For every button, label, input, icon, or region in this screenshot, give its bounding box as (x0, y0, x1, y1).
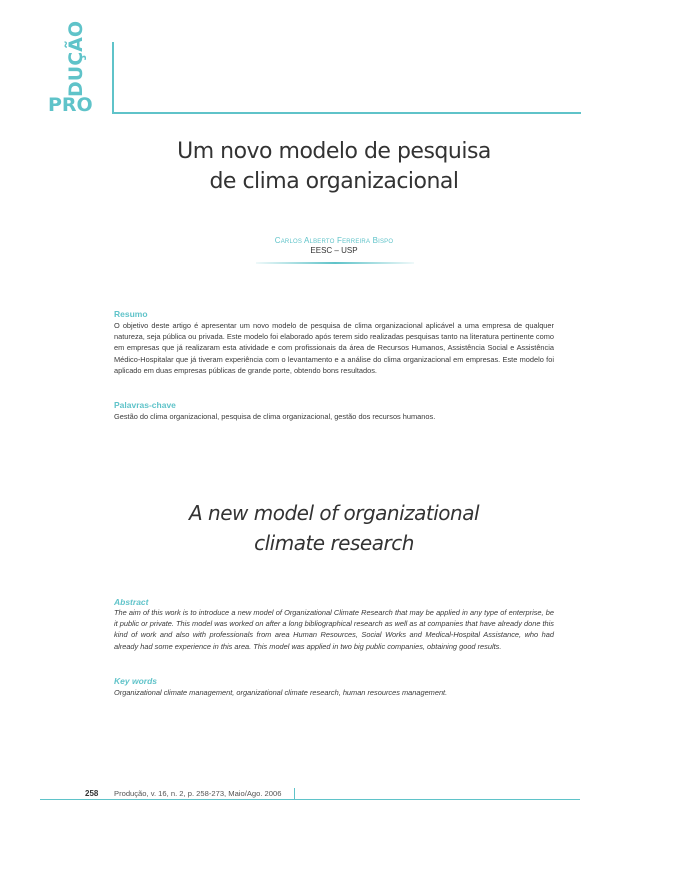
title-english-line1: A new model of organizational (188, 501, 480, 525)
title-portuguese (110, 137, 558, 197)
logo-pro-text: PRO (48, 94, 93, 116)
keywords-text: Organizational climate management, organizational climate research, human resources management. (114, 688, 448, 697)
author-name: Carlos Alberto Ferreira Bispo (274, 236, 394, 245)
palavras-chave-text: Gestão do clima organizacional, pesquisa de clima organizacional, gestão dos recursos humanos. (114, 412, 436, 421)
footer-horizontal-rule (40, 799, 580, 800)
abstract-text: The aim of this work is to introduce a new model of Organizational Climate Research that may be applied in any type of enterprise, be it public or private. This model was worked on after a long bibliographical research as well as at companies that have already done this kind of work and also with professionals from area Human Resources, Social Works and Medical-Hospital Assistance, who had already had some experience in this area. This model was applied in two big public companies, obtaining good results. (114, 608, 554, 651)
footer-citation: Produção, v. 16, n. 2, p. 258-273, Maio/Ago. 2006 (114, 789, 282, 798)
author-divider (256, 262, 414, 264)
abstract-heading: Abstract (114, 597, 149, 607)
title-portuguese-line2: de clima organizacional (209, 169, 459, 194)
keywords-heading: Key words (114, 676, 157, 686)
logo-ducao-text: DUÇÃO (65, 21, 87, 97)
resumo-text: O objetivo deste artigo é apresentar um novo modelo de pesquisa de clima organizacional aplicável a uma empresa de qualquer natureza, seja pública ou privada. Este modelo foi elaborado após terem sido realizadas pesquisas tanto na literatura pertinente como em empresas que já realizaram esta atividade e com profissionais da área de Recursos Humanos, Assistência Social e Assistência Médico-Hospitalar que já tiveram experiência com o levantamento e a análise do clima organizacional em empresas. Este modelo foi aplicado em duas empresas públicas de grande porte, obtendo bons resultados. (114, 321, 554, 375)
title-portuguese-line1: Um novo modelo de pesquisa (177, 139, 491, 164)
author-affiliation: EESC – USP (310, 246, 358, 255)
resumo-heading: Resumo (114, 309, 148, 319)
palavras-chave-heading: Palavras-chave (114, 400, 176, 410)
header-vertical-rule (112, 42, 114, 114)
title-english (110, 498, 558, 558)
header-horizontal-rule (114, 112, 581, 114)
title-english-line2: climate research (254, 531, 414, 555)
page-number: 258 (85, 789, 99, 798)
